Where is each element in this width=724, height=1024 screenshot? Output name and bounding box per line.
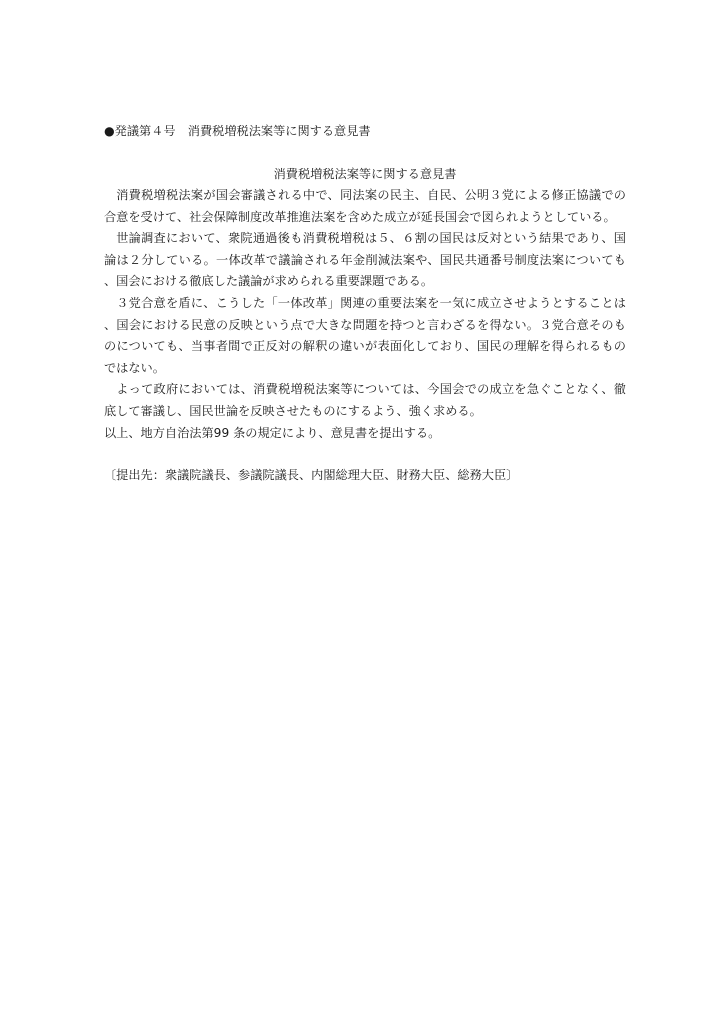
paragraph-2: 世論調査において、衆院通過後も消費税増税は５、６割の国民は反対という結果であり、国論は２分している。一体改革で議論される年金削減法案や、国民共通番号制度法案についても、国会における徹底した議論が求められる重要課題である。 xyxy=(104,231,626,289)
document-title: 消費税増税法案等に関する意見書 xyxy=(273,167,457,181)
paragraph-3: ３党合意を盾に、こうした「一体改革」関連の重要法案を一気に成立させようとすることは、国会における民意の反映という点で大きな問題を持つと言わざるを得ない。３党合意そのものについても、当事者間で正反対の解釈の違いが表面化しており、国民の理解を得られるものではない。 xyxy=(104,295,626,375)
document-body xyxy=(104,185,626,444)
document-heading: ●発議第４号 消費税増税法案等に関する意見書 xyxy=(104,124,371,138)
paragraph-4: よって政府においては、消費税増税法案等については、今国会での成立を急ぐことなく、徹底して審議し、国民世論を反映させたものにするよう、強く求める。 xyxy=(104,382,626,418)
closing-statement: 以上、地方自治法第99 条の規定により、意見書を提出する。 xyxy=(104,425,441,440)
document-content xyxy=(104,122,626,484)
paragraph-1: 消費税増税法案が国会審議される中で、同法案の民主、自民、公明３党による修正協議での合意を受けて、社会保障制度改革推進法案を含めた成立が延長国会で図られようとしている。 xyxy=(104,188,626,224)
recipients-list: 〔提出先：衆議院議長、参議院議長、内閣総理大臣、財務大臣、総務大臣〕 xyxy=(104,468,519,483)
